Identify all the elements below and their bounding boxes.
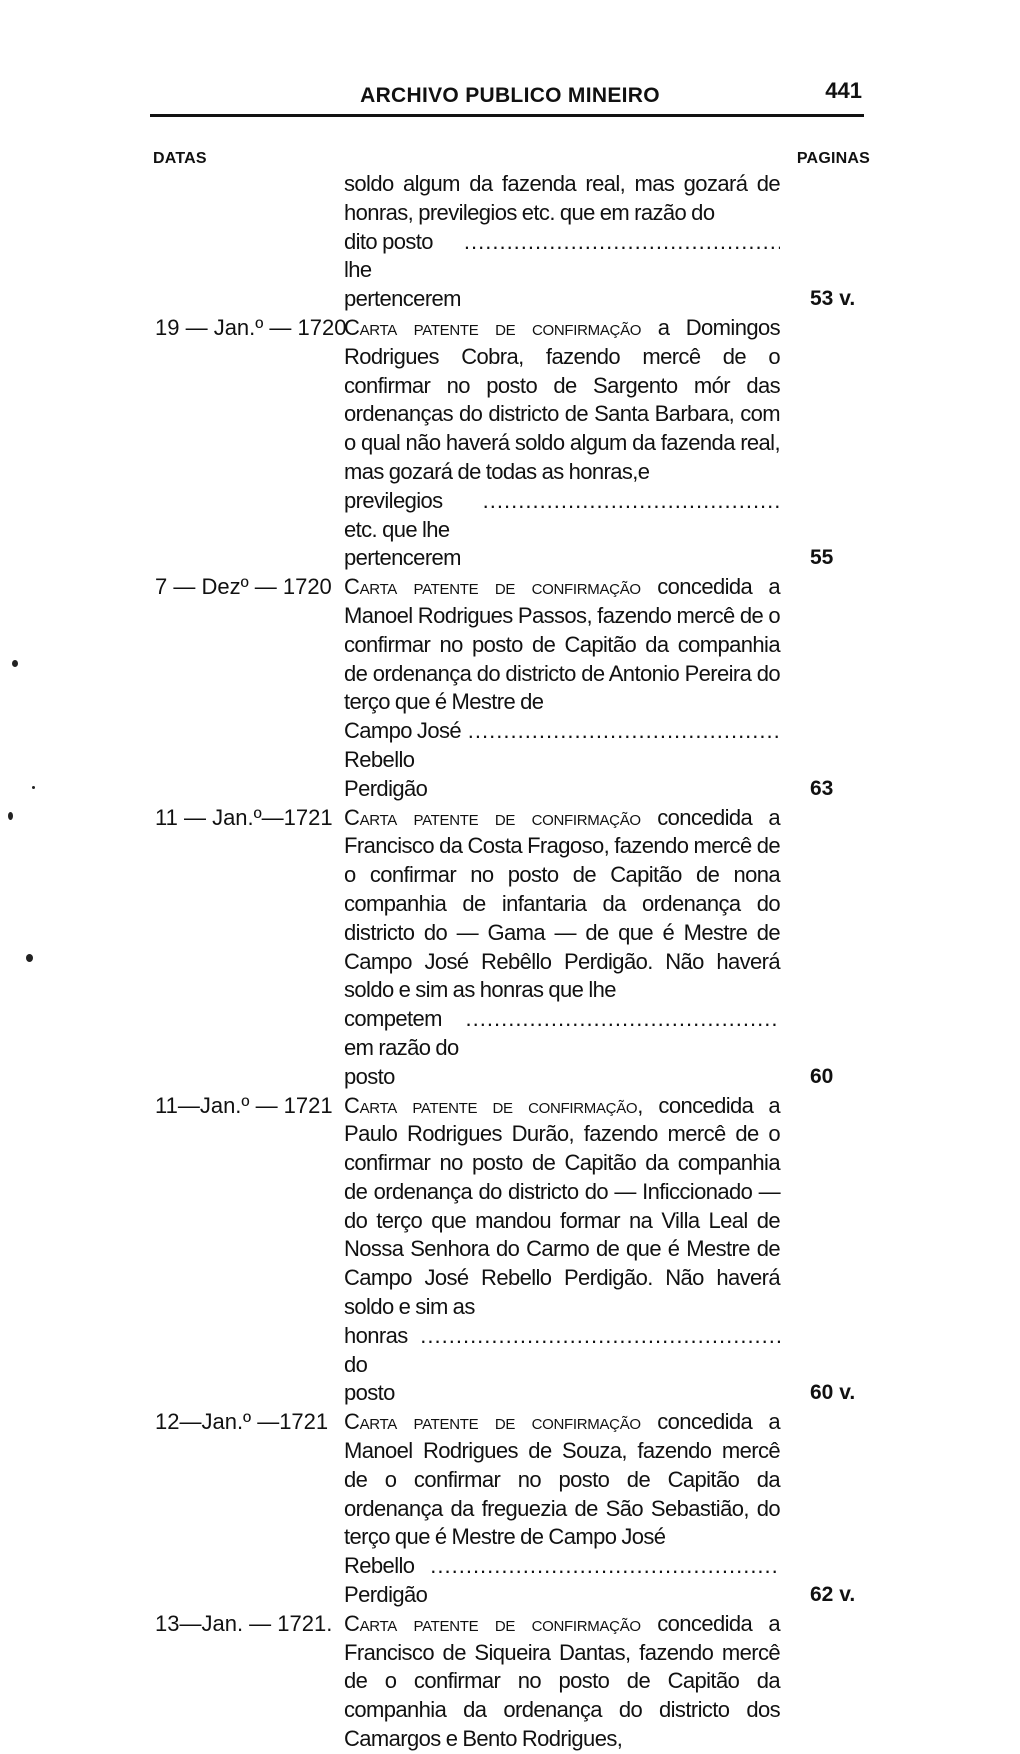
entry-text <box>344 804 780 1092</box>
dot-leader <box>430 1552 780 1581</box>
entry-last-line <box>344 1005 780 1091</box>
entry-body: concedida a Manoel Rodrigues Passos, fazendo mercê de o confirmar no posto de Capitão da companhia de ordenança do districto de Antonio Pereira do terço que é Mestre de <box>344 574 780 715</box>
entry-date: 11—Jan.º — 1721 <box>155 1092 333 1118</box>
entry-1721-01-11-a <box>0 804 1020 1092</box>
entry-1721-01-12 <box>0 1408 1020 1610</box>
entry-text <box>344 573 780 803</box>
dot-leader <box>483 487 780 516</box>
entry-body: a Domingos Rodrigues Cobra, fazendo mercê de o confirmar no posto de Sargento mór das ordenanças do districto de Santa Barbara, com o qual não haverá soldo algum da fazenda real, mas gozará de todas as honras,e <box>344 314 780 484</box>
entry-tail: dito posto lhe pertencerem <box>344 228 461 312</box>
column-heading-paginas: PAGINAS <box>796 150 870 167</box>
entry-page-ref: 55 <box>810 546 834 570</box>
entry-lead: Carta patente de confirmação <box>344 574 658 600</box>
dot-leader <box>420 1322 780 1351</box>
entry-tail: Rebello Perdigão <box>344 1553 428 1608</box>
entry-text <box>344 170 780 314</box>
entry-date: 7 — Dezº — 1720 <box>155 574 332 600</box>
scan-speck <box>32 786 35 789</box>
entry-date: 12—Jan.º —1721 <box>155 1409 329 1435</box>
entry-lead: Carta patente de confirmação <box>344 1610 658 1636</box>
entry-date: 13—Jan. — 1721. <box>155 1610 333 1636</box>
entry-list <box>0 170 1020 1754</box>
entry-body: concedida a Francisco de Siqueira Dantas, fazendo mercê de o confirmar no posto de Capitão da companhia da ordenança do districto dos Camargos e Bento Rodrigues, <box>344 1610 780 1752</box>
dot-leader <box>464 228 780 257</box>
entry-last-line <box>344 1552 780 1610</box>
entry-text <box>344 314 780 573</box>
scan-speck <box>26 954 33 962</box>
entry-text <box>344 1092 780 1409</box>
entry-body: concedida a Paulo Rodrigues Durão, fazendo mercê de o confirmar no posto de Capitão da companhia de ordenança do districto do — Inficcionado — do terço que mandou formar na Villa Leal de Nossa Senhora do Carmo de que é Mestre de Campo José Rebello Perdigão. Não haverá soldo e sim as <box>344 1092 780 1320</box>
entry-page-ref: 63 <box>810 776 834 800</box>
entry-1721-01-11-b <box>0 1092 1020 1409</box>
entry-1721-01-13 <box>0 1610 1020 1754</box>
entry-lead: Carta patente de confirmação, <box>344 1092 659 1118</box>
entry-last-line <box>344 1322 780 1408</box>
entry-date: 11 — Jan.º—1721 <box>155 804 333 830</box>
entry-body: concedida a Manoel Rodrigues de Souza, fazendo mercê de o confirmar no posto de Capitão da ordenança da freguezia de São Sebastião, do terço que é Mestre de Campo José <box>344 1409 780 1550</box>
page-number: 441 <box>825 78 862 103</box>
entry-date: 19 — Jan.º — 1720 <box>155 314 347 340</box>
entry-lead: Carta patente de confirmação <box>344 1409 658 1435</box>
entry-body: concedida a Francisco da Costa Fragoso, fazendo mercê de o confirmar no posto de Capitão de nona companhia de infantaria da ordenança do districto do — Gama — de que é Mestre de Campo José Rebêllo Perdigão. Não haverá soldo e sim as honras que lhe <box>344 804 780 1003</box>
entry-continuation <box>0 170 1020 314</box>
running-title: ARCHIVO PUBLICO MINEIRO <box>360 84 660 107</box>
entry-last-line <box>344 487 780 573</box>
entry-text <box>344 1408 780 1610</box>
header-rule <box>150 114 864 117</box>
column-heading-datas: DATAS <box>153 150 207 167</box>
entry-page-ref: 53 v. <box>810 287 856 311</box>
entry-text <box>344 1610 780 1754</box>
entry-last-line <box>344 228 780 314</box>
entry-tail: competem em razão do posto <box>344 1006 459 1089</box>
entry-page-ref: 62 v. <box>810 1583 856 1607</box>
entry-last-line <box>344 717 780 803</box>
entry-1720-01-19 <box>0 314 1020 573</box>
scan-speck <box>12 660 18 667</box>
entry-lead: Carta patente de confirmação <box>344 314 658 340</box>
entry-1720-12-07 <box>0 573 1020 803</box>
entry-body: soldo algum da fazenda real, mas gozará de honras, previlegios etc. que em razão do <box>344 171 780 225</box>
entry-page-ref: 60 v. <box>810 1381 856 1405</box>
entry-lead: Carta patente de confirmação <box>344 804 658 830</box>
scan-speck <box>8 812 13 820</box>
dot-leader <box>468 717 780 746</box>
dot-leader <box>466 1005 780 1034</box>
entry-tail: honras do posto <box>344 1322 408 1406</box>
entry-tail: previlegios etc. que lhe pertencerem <box>344 487 461 571</box>
entry-page-ref: 60 <box>810 1064 834 1088</box>
entry-tail: Campo José Rebello Perdigão <box>344 718 462 801</box>
